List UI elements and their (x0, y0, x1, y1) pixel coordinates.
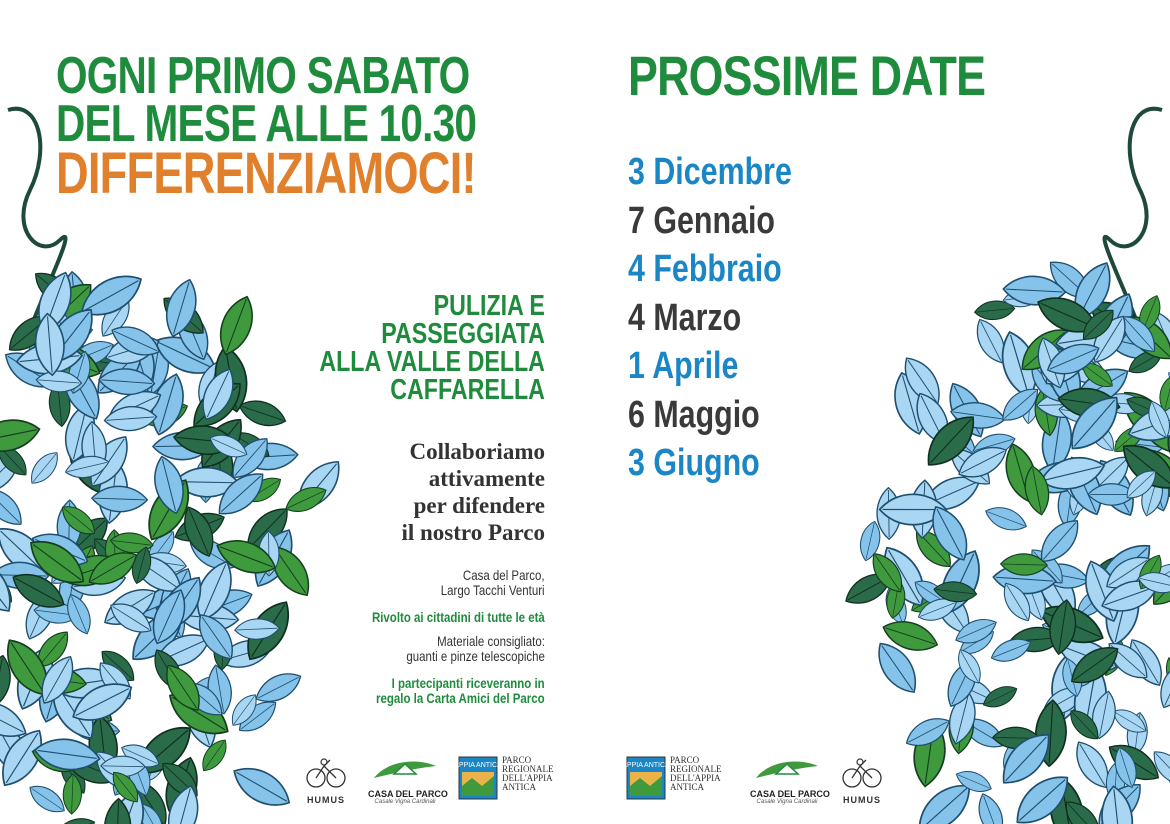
casa-del-parco-sub: Casale Vigna Cardinali (756, 799, 818, 805)
headline-line-2: DEL MESE ALLE 10.30 (56, 95, 477, 153)
leaf (0, 414, 42, 456)
parco-appia-logo-right (622, 755, 736, 800)
audience-line: Rivolto ai cittadini di tutte le età (372, 609, 545, 625)
leaf (982, 502, 1029, 536)
activity-subtitle (263, 292, 545, 404)
parco-line: ANTICA (502, 782, 536, 792)
parco-line: REGIONALE (502, 764, 554, 774)
slogan-line: attivamente (428, 466, 545, 491)
subtitle-line: PASSEGGIATA (381, 318, 545, 350)
date-item: 3 Giugno (628, 442, 760, 484)
appia-badge-text: APPIA ANTICA (622, 762, 670, 769)
date-item: 4 Febbraio (628, 248, 782, 290)
casa-del-parco-logo-right (750, 758, 830, 805)
subtitle-line: ALLA VALLE DELLA (319, 346, 545, 378)
leaf (227, 759, 296, 816)
bicycle-icon (838, 756, 886, 790)
parco-appia-label (502, 756, 554, 800)
parco-line: ANTICA (670, 782, 704, 792)
date-item: 1 Aprile (628, 345, 739, 387)
subtitle-line: PULIZIA E (433, 290, 545, 322)
dates-list (628, 148, 833, 488)
slogan-line: per difendere (413, 493, 545, 518)
house-leaf-icon (368, 758, 442, 784)
parco-line: PARCO (670, 755, 700, 765)
location-info (418, 568, 545, 598)
leaf (251, 666, 306, 709)
appia-badge-icon (622, 756, 670, 800)
parco-line: DELL'APPIA (670, 773, 721, 783)
location-line: Casa del Parco, (463, 567, 545, 583)
parco-appia-logo-left (454, 755, 568, 800)
casa-del-parco-logo-left (368, 758, 448, 805)
slogan (401, 438, 545, 546)
location-line: Largo Tacchi Venturi (441, 582, 545, 598)
casa-del-parco-label: CASA DEL PARCO (368, 789, 448, 799)
casa-del-parco-sub: Casale Vigna Cardinali (374, 799, 436, 805)
leaf (973, 790, 1008, 824)
slogan-line: il nostro Parco (401, 520, 545, 545)
leaf (25, 447, 64, 489)
date-item: 3 Dicembre (628, 151, 792, 193)
humus-label: HUMUS (307, 795, 345, 805)
gift-line: I partecipanti riceveranno in (391, 675, 545, 691)
humus-label: HUMUS (843, 795, 881, 805)
appia-badge-text: APPIA ANTICA (454, 762, 502, 769)
house-leaf-icon (750, 758, 824, 784)
leaf (25, 780, 70, 819)
material-info (376, 634, 545, 664)
date-item: 7 Gennaio (628, 199, 775, 242)
appia-badge-icon (454, 756, 502, 800)
slogan-line: Collaboriamo (409, 439, 545, 464)
right-leaf-cluster (840, 254, 1170, 824)
gift-info (339, 676, 545, 706)
audience-info (334, 610, 545, 625)
casa-del-parco-label: CASA DEL PARCO (750, 789, 830, 799)
gift-line: regalo la Carta Amici del Parco (376, 690, 545, 706)
humus-logo-right (838, 756, 886, 805)
headline-accent: DIFFERENZIAMOCI! (56, 141, 476, 206)
date-item: 6 Maggio (628, 393, 760, 436)
parco-appia-label (670, 756, 722, 800)
bicycle-icon (302, 756, 350, 790)
material-line: Materiale consigliato: (437, 633, 545, 649)
leaf (51, 813, 98, 824)
leaf (213, 292, 261, 359)
leaf (0, 481, 29, 532)
humus-logo-left (302, 756, 350, 805)
date-item: 4 Marzo (628, 296, 742, 339)
parco-line: PARCO (502, 755, 532, 765)
parco-line: REGIONALE (670, 764, 722, 774)
headline-line-1: OGNI PRIMO SABATO (56, 47, 470, 105)
subtitle-line: CAFFARELLA (390, 374, 545, 406)
prossime-date-title: PROSSIME DATE (628, 44, 986, 107)
material-line: guanti e pinze telescopiche (406, 648, 545, 664)
parco-line: DELL'APPIA (502, 773, 553, 783)
